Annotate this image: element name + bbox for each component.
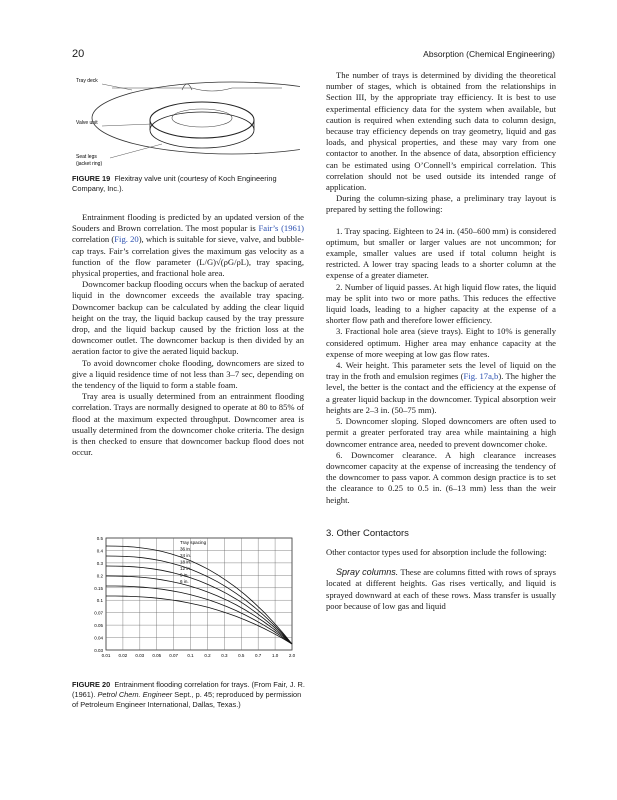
figure-19-valve-drawing xyxy=(72,68,300,168)
y-tick-label: 0.1 xyxy=(96,598,103,604)
flood-curve xyxy=(106,596,292,644)
x-tick-label: 0.05 xyxy=(152,653,162,658)
page-number: 20 xyxy=(72,48,85,60)
paragraph-spray-columns: Spray columns. These are columns fitted with rows of sprays located at different heights. Gas rises vertically, and liquid is sprayed downward at each of these rows. Mass transfer is usually poor because of low gas and liquid xyxy=(326,567,556,611)
legend-entry: 36 in. xyxy=(180,546,192,552)
y-tick-label: 0.07 xyxy=(94,610,103,616)
y-tick-label: 0.3 xyxy=(96,560,103,566)
label-jacket: (jacket ring) xyxy=(76,161,103,167)
paragraph-number-of-trays: The number of trays is determined by dividing the theoretical number of stages, which is obtained from the relationships in Section III, by the appropriate tray efficiency. It is best to use experimental efficiency data for the system when available, but caution is required when extending such data to column design, because tray efficiency depends on tray geometry, liquid and gas loads, and physical properties, and these may vary from one contactor to another. In the absence of data, absorption efficiency can be estimated using O’Connell’s empirical correlation. This correlation should not be used outside its intended range of application. xyxy=(326,70,556,193)
x-tick-label: 2.0 xyxy=(288,653,296,658)
figure-20-journal: Petrol Chem. Engineer xyxy=(97,690,173,699)
x-tick-label: 0.2 xyxy=(204,653,211,658)
legend-entry: 9 in. xyxy=(180,572,189,578)
legend-entry: 12 in. xyxy=(180,566,192,571)
figure-19-caption-text: Flexitray valve unit (courtesy of Koch Engineering Company, Inc.). xyxy=(72,174,277,193)
x-tick-label: 0.07 xyxy=(169,653,179,658)
figure-19-caption-label: FIGURE 19 xyxy=(72,174,111,183)
flood-curve xyxy=(106,556,292,644)
list-item-tray-spacing: 1. Tray spacing. Eighteen to 24 in. (450–600 mm) is considered optimum, but smaller or larger values are not uncommon; for example, smaller values are used if total column height is restricted. A lower tray spacing leads to a shorter column at the expense of a greater diameter. xyxy=(326,225,556,281)
x-tick-label: 1.0 xyxy=(271,653,279,658)
list-item-downcomer-sloping: 5. Downcomer sloping. Sloped downcomers are often used to permit a greater perforated tray area while maintaining a high downcomer entrance area, needed to prevent downcomer choke. xyxy=(326,416,556,449)
paragraph-downcomer-backup: Downcomer backup flooding occurs when the backup of aerated liquid in the downcomer exceeds the available tray spacing. Downcomer backup can be calculated by adding the clear liquid height on the tray, the liquid backup caused by the tray pressure drop, and the liquid backup caused by the friction loss at the downcomer outlet. The downcomer backup is then divided by an aeration factor to give the aerated liquid backup. xyxy=(72,279,304,357)
x-tick-label: 0.5 xyxy=(238,653,245,658)
paragraph-entrainment: Entrainment flooding is predicted by an updated version of the Souders and Brown correlation. The most popular is Fair’s (1961) correlation (Fig. 20), which is suitable for sieve, valve, and bubble-cap trays. Fair’s correlation gives the maximum gas velocity as a function of the flow parameter (L/G)√(ρG/ρL), tray spacing, physical properties, and fractional hole area. xyxy=(72,212,304,279)
figure-19-caption xyxy=(72,174,304,194)
figure-20-chart xyxy=(78,532,302,670)
x-tick-label: 0.1 xyxy=(187,653,194,658)
section-heading-other-contactors: 3. Other Contactors xyxy=(326,527,409,539)
label-valve-unit: Valve unit xyxy=(76,120,98,126)
link-fig-20[interactable]: Fig. 20 xyxy=(114,234,139,245)
x-tick-label: 0.02 xyxy=(118,653,128,658)
right-column xyxy=(326,70,556,612)
y-tick-label: 0.15 xyxy=(94,585,103,591)
x-tick-label: 0.7 xyxy=(255,653,262,658)
figure-20-caption: FIGURE 20 Entrainment flooding correlation for trays. (From Fair, J. R. (1961). Petrol Chem. Engineer Sept., p. 45; reproduced by permission of Petroleum Engineer International, Dallas, Texas.) xyxy=(72,680,305,709)
link-fair-1961[interactable]: Fair’s (1961) xyxy=(258,223,304,234)
x-tick-label: 0.03 xyxy=(135,653,145,658)
label-seat-legs: Seat legs xyxy=(76,154,97,160)
y-tick-label: 0.4 xyxy=(96,548,103,554)
y-tick-label: 0.2 xyxy=(96,573,103,579)
label-tray-deck: Tray deck xyxy=(76,78,98,84)
spray-columns-heading: Spray columns. xyxy=(336,567,399,578)
flood-curve xyxy=(106,546,292,644)
left-column xyxy=(72,212,304,458)
legend-entry: Tray spacing xyxy=(180,540,207,545)
legend-entry: 24 in. xyxy=(180,553,192,558)
paragraph-other-contactors: Other contactor types used for absorption include the following: xyxy=(326,546,547,557)
list-item-hole-area: 3. Fractional hole area (sieve trays). Eight to 10% is generally considered optimum. Higher area may enhance capacity at the expense of more weeping at low gas flow rates. xyxy=(326,326,556,359)
paragraph-downcomer-choke: To avoid downcomer choke flooding, downcomers are sized to give a liquid residence time of not less than 3–7 sec, depending on the tendency of the liquid to form a stable foam. xyxy=(72,357,304,391)
legend-entry: 6 in. xyxy=(180,579,189,584)
x-tick-label: 0.01 xyxy=(101,653,111,658)
list-item-weir-height: 4. Weir height. This parameter sets the level of liquid on the tray in the froth and emulsion regimes (Fig. 17a,b). The higher the level, the better is the contact and the efficiency at the expense of a greater liquid backup in the downcomer. Typical absorption weir heights are 2–3 in. (50–75 mm). xyxy=(326,360,556,415)
y-tick-label: 0.5 xyxy=(96,536,103,541)
paragraph-tray-layout: During the column-sizing phase, a preliminary tray layout is prepared by setting the following: xyxy=(326,193,556,215)
y-tick-label: 0.05 xyxy=(94,623,103,629)
flood-curve xyxy=(106,586,292,644)
y-tick-label: 0.04 xyxy=(94,635,103,641)
link-fig-17[interactable]: Fig. 17a,b xyxy=(463,371,499,382)
running-title: Absorption (Chemical Engineering) xyxy=(423,49,555,59)
list-item-liquid-passes: 2. Number of liquid passes. At high liquid flow rates, the liquid may be split into two or more paths. This reduces the effective liquid loads, leading to a higher capacity at the expense of a shorter flow path and therefore lower efficiency. xyxy=(326,281,556,326)
list-item-downcomer-clearance: 6. Downcomer clearance. A high clearance increases downcomer capacity at the expense of increasing the tendency of the downcomer to pass vapor. A common design practice is to set the clearance to 0.25 to 0.5 in. (6–13 mm) less than the weir height. xyxy=(326,449,556,505)
paragraph-tray-area: Tray area is usually determined from an entrainment flooding correlation. Trays are normally designed to operate at 80 to 85% of flood at the maximum expected throughput. Downcomer area is usually determined from the downcomer choke criteria. The design is then checked to ensure that downcomer backup flood does not occur. xyxy=(72,391,304,458)
y-tick-label: 0.03 xyxy=(94,648,103,653)
figure-20-caption-label: FIGURE 20 xyxy=(72,680,111,689)
x-tick-label: 0.3 xyxy=(221,653,228,658)
legend-entry: 18 in. xyxy=(180,559,192,565)
